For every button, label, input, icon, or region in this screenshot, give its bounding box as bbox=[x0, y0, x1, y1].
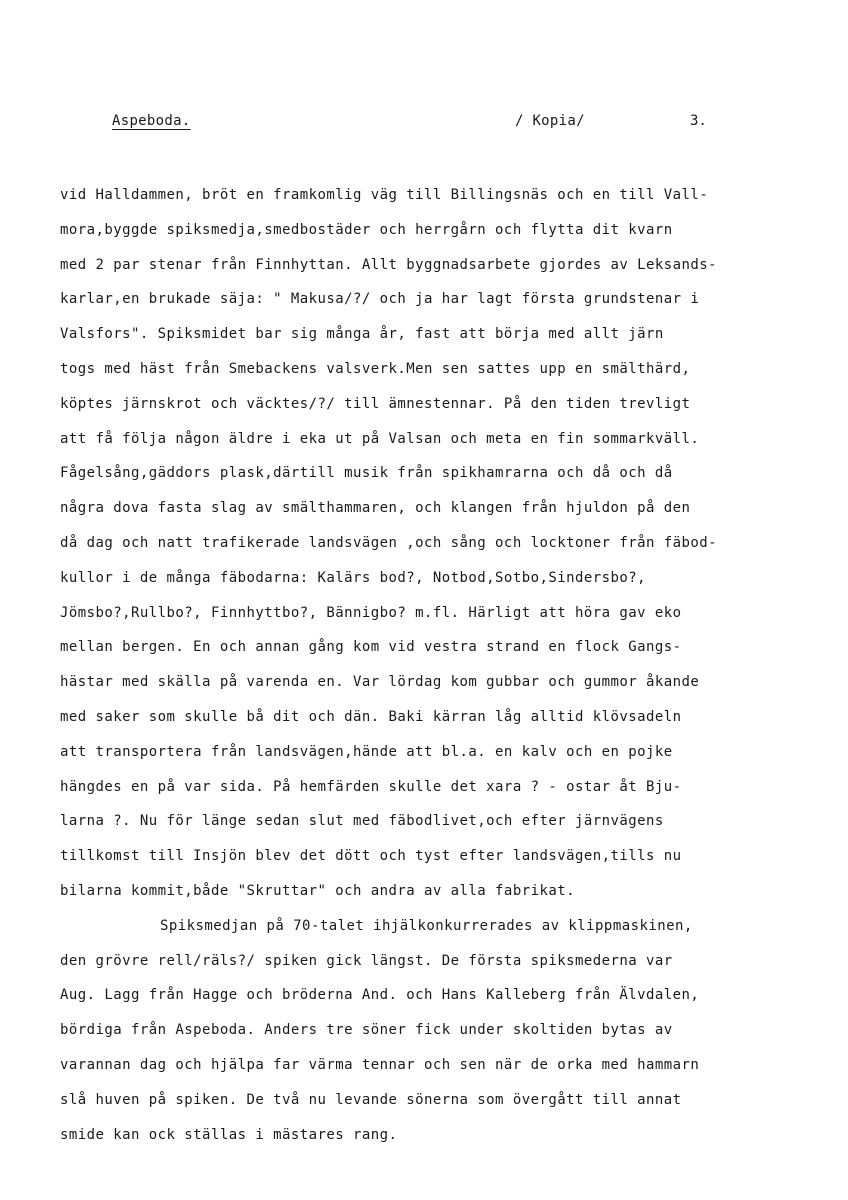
text-line: Aug. Lagg från Hagge och bröderna And. och Hans Kalleberg från Älvdalen, bbox=[60, 987, 700, 1004]
text-line: Fågelsång,gäddors plask,därtill musik från spikhamrarna och då och då bbox=[60, 465, 673, 482]
text-line: hästar med skälla på varenda en. Var lördag kom gubbar och gummor åkande bbox=[60, 674, 700, 691]
text-line: kullor i de många fäbodarna: Kalärs bod?, Notbod,Sotbo,Sindersbo?, bbox=[60, 569, 646, 586]
text-line: att transportera från landsvägen,hände att bl.a. en kalv och en pojke bbox=[60, 743, 673, 760]
text-line: larna ?. Nu för länge sedan slut med fäbodlivet,och efter järnvägens bbox=[60, 813, 664, 830]
text-line-paragraph-start: Spiksmedjan på 70-talet ihjälkonkurrerades av klippmaskinen, bbox=[160, 917, 693, 934]
text-line: med 2 par stenar från Finnhyttan. Allt byggnadsarbete gjordes av Leksands- bbox=[60, 256, 718, 273]
header-copy-label: / Kopia/ bbox=[515, 113, 585, 129]
text-line: tillkomst till Insjön blev det dött och tyst efter landsvägen,tills nu bbox=[60, 848, 682, 865]
text-line: slå huven på spiken. De två nu levande sönerna som övergått till annat bbox=[60, 1091, 682, 1108]
text-line: Jömsbo?,Rullbo?, Finnhyttbo?, Bännigbo? m.fl. Härligt att höra gav eko bbox=[60, 604, 682, 621]
text-line: smide kan ock ställas i mästares rang. bbox=[60, 1126, 398, 1143]
text-line: mora,byggde spiksmedja,smedbostäder och herrgårn och flytta dit kvarn bbox=[60, 221, 673, 238]
text-line: mellan bergen. En och annan gång kom vid vestra strand en flock Gangs- bbox=[60, 639, 682, 656]
text-line: bördiga från Aspeboda. Anders tre söner fick under skoltiden bytas av bbox=[60, 1022, 673, 1039]
page-number: 3. bbox=[690, 113, 707, 129]
text-line: varannan dag och hjälpa far värma tennar och sen när de orka med hammarn bbox=[60, 1056, 700, 1073]
text-line: vid Halldammen, bröt en framkomlig väg till Billingsnäs och en till Vall- bbox=[60, 187, 709, 203]
text-line: bilarna kommit,både "Skruttar" och andra av alla fabrikat. bbox=[60, 882, 575, 899]
text-line: togs med häst från Smebackens valsverk.Men sen sattes upp en smälthärd, bbox=[60, 360, 691, 377]
header-place-name: Aspeboda. bbox=[112, 113, 191, 129]
text-line: Valsfors". Spiksmidet bar sig många år, fast att börja med allt järn bbox=[60, 326, 664, 343]
text-line: att få följa någon äldre i eka ut på Valsan och meta en fin sommarkväll. bbox=[60, 430, 700, 447]
text-line: några dova fasta slag av smälthammaren, och klangen från hjuldon på den bbox=[60, 500, 691, 517]
text-line: hängdes en på var sida. På hemfärden skulle det xara ? - ostar åt Bju- bbox=[60, 778, 682, 795]
text-line: köptes järnskrot och väcktes/?/ till ämnestennar. På den tiden trevligt bbox=[60, 395, 691, 412]
text-line: med saker som skulle bå dit och dän. Baki kärran låg alltid klövsadeln bbox=[60, 708, 682, 725]
text-line: karlar,en brukade säja: " Makusa/?/ och ja har lagt första grundstenar i bbox=[60, 291, 700, 308]
text-line: den grövre rell/räls?/ spiken gick längst. De första spiksmederna var bbox=[60, 952, 673, 969]
body-text bbox=[60, 178, 830, 1152]
text-line: då dag och natt trafikerade landsvägen ,och sång och locktoner från fäbod- bbox=[60, 534, 718, 551]
